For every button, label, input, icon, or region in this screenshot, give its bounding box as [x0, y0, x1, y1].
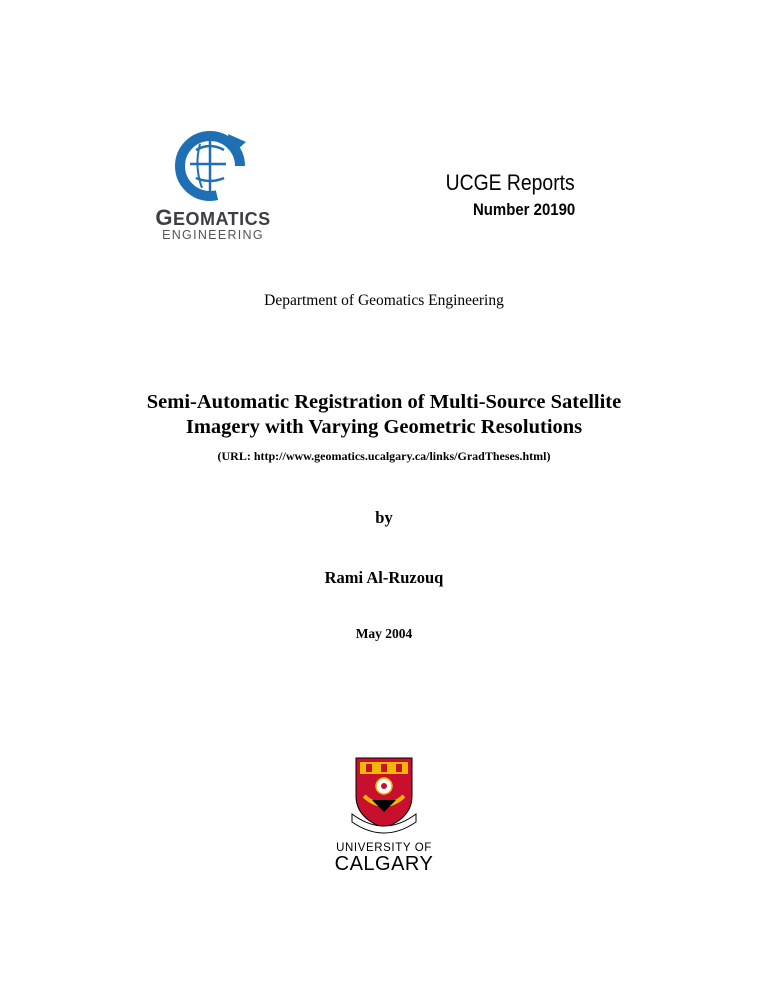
university-name-line-2: CALGARY	[334, 853, 434, 875]
thesis-title-line-2: Imagery with Varying Geometric Resolutions	[185, 416, 583, 438]
by-label: by	[375, 508, 393, 527]
logo-word-geomatics: GEOMATICS	[155, 205, 271, 230]
globe-arrow-icon	[138, 128, 288, 208]
university-name-line-1: UNIVERSITY OF	[336, 842, 432, 854]
thesis-title	[0, 390, 768, 440]
department-name: Department of Geomatics Engineering	[264, 292, 504, 309]
publication-date: May 2004	[355, 626, 413, 641]
university-crest-icon	[350, 756, 418, 836]
geomatics-logo	[138, 128, 288, 248]
thesis-url: (URL: http://www.geomatics.ucalgary.ca/links/GradTheses.html)	[217, 449, 551, 463]
author-name: Rami Al-Ruzouq	[324, 568, 444, 587]
report-number: Number 20190	[472, 200, 575, 219]
logo-word-engineering: ENGINEERING	[162, 228, 264, 242]
thesis-title-line-1: Semi-Automatic Registration of Multi-Source Satellite	[146, 391, 622, 413]
report-series-title: UCGE Reports	[445, 170, 575, 195]
